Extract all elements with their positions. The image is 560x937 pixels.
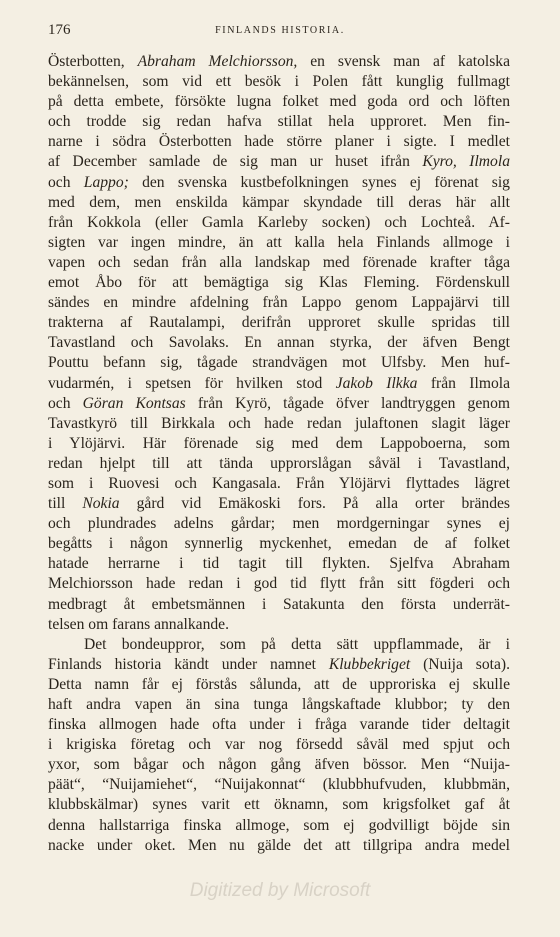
italic-name: Nokia (82, 495, 120, 513)
body-text (48, 52, 510, 856)
text-line (48, 494, 510, 514)
text-line (48, 132, 510, 152)
text-segment: sändes en mindre afdelning från Lappo genom Lappajärvi till (48, 294, 510, 312)
text-line (48, 213, 510, 233)
text-line (48, 52, 510, 72)
text-line (48, 695, 510, 715)
text-segment: i Ylöjärvi. Här förenade sig med dem Lappoboerna, som (48, 434, 510, 452)
text-segment: en svensk man af katolska (297, 53, 510, 70)
text-segment: med dem, men enskilda kämpar skyndade till deras här allt (48, 193, 510, 211)
text-line (48, 333, 510, 353)
text-line (48, 514, 510, 534)
text-line (48, 293, 510, 313)
watermark: Digitized by Microsoft (189, 880, 371, 901)
text-segment: och (48, 173, 84, 191)
text-segment: redan hjelpt till att tända upprorslågan såväl i Tavastland, (48, 454, 510, 472)
text-segment: till (48, 495, 83, 513)
text-segment: i krigiska företag och var nog försedd såväl med spjut och (48, 736, 510, 754)
text-segment: från Ilmola (417, 374, 511, 392)
text-segment: och (48, 394, 83, 412)
text-line (48, 273, 510, 293)
text-segment: (Nuija sota). (410, 655, 510, 673)
text-segment: gård vid Emäkoski fors. På alla orter brändes (119, 495, 510, 513)
text-line (48, 193, 510, 213)
text-segment: och trodde sig redan hafva stillat hela upproret. Men fin- (48, 113, 510, 131)
text-line (48, 233, 510, 253)
text-line (48, 92, 510, 112)
text-segment: yxor, som bågar och någon gång äfven bössor. Men “Nuija- (48, 756, 510, 774)
text-segment: Tavastkyrö till Birkkala och hade redan julaftonen slagit läger (48, 414, 510, 432)
text-line (48, 655, 510, 675)
text-line (48, 313, 510, 333)
italic-name: Klubbekriget (328, 655, 411, 673)
text-segment: klubbskälmar) synes varit ett öknamn, som krigsfolket gaf åt (48, 796, 510, 814)
text-segment: Österbotten, (48, 53, 138, 70)
text-segment: af December samlade de sig man ur huset ifrån (48, 153, 423, 171)
text-segment: den svenska kustbefolkningen synes ej förenat sig (128, 173, 510, 191)
page-header (48, 22, 512, 40)
text-line (48, 735, 510, 755)
text-line (48, 374, 510, 394)
text-segment: från Kokkola (eller Gamla Karleby socken) och Lochteå. Af- (48, 213, 510, 231)
text-segment: Det bondeuppror, som på detta sätt uppflammade, är i (84, 635, 510, 653)
text-line (48, 253, 510, 273)
text-segment: Melchiorsson hade redan i god tid flytt från sitt fögderi och (48, 575, 510, 593)
text-segment: telsen om farans annalkande. (48, 615, 229, 633)
text-line (48, 816, 510, 836)
text-line (48, 534, 510, 554)
text-line (48, 715, 510, 735)
text-segment: och plundrades adelns gårdar; men mordgerningar synes ej (48, 515, 510, 533)
text-line (48, 414, 510, 434)
text-line (48, 775, 510, 795)
page-number: 176 (48, 22, 71, 38)
text-line (48, 434, 510, 454)
text-line (48, 635, 510, 655)
text-line (48, 836, 510, 856)
text-segment: denna hallstarriga finska allmoge, som ej godvilligt böjde sin (48, 816, 510, 834)
text-segment: trakterna af Rautalampi, derifrån upproret skulle spridas till (48, 314, 510, 332)
text-segment: päät“, “Nuijamiehet“, “Nuijakonnat“ (klubbhufvuden, klubbmän, (48, 776, 510, 794)
text-line (48, 574, 510, 594)
text-segment: haft andra vapen än sina tunga långskaftade klubbor; ty den (48, 696, 510, 713)
text-line (48, 173, 510, 193)
italic-name: Lappo; (83, 173, 129, 191)
text-segment: begåtts i någon synnerlig myckenhet, emedan de af folket (48, 535, 510, 553)
text-segment: vudarmén, i spetsen för hvilken stod (48, 374, 336, 392)
text-line (48, 675, 510, 695)
text-segment: emot Åbo för att bemägtiga sig Klas Fleming. Fördenskull (48, 274, 510, 292)
italic-name: Abraham Melchiorsson, (137, 53, 298, 70)
text-line (48, 72, 510, 92)
text-line (48, 152, 510, 172)
text-segment: narne i södra Österbotten hade större planer i sigte. I medlet (48, 133, 510, 151)
italic-name: Kyro, Ilmola (422, 153, 510, 171)
text-segment: på detta embete, försökte lugna folket med goda ord och löften (48, 93, 510, 111)
text-segment: Pouttu befann sig, tågade strandvägen mot Ulfsby. Men huf- (48, 354, 510, 372)
italic-name: Göran Kontsas (82, 394, 186, 412)
text-segment: Tavastland och Savolaks. En annan styrka, der äfven Bengt (48, 334, 510, 352)
text-line (48, 595, 510, 615)
text-segment: vapen och sedan från alla landskap med förenade krafter tåga (48, 253, 510, 271)
text-segment: som i Ruovesi och Kangasala. Från Ylöjärvi flyttades lägret (48, 474, 510, 492)
text-segment: nacke under oket. Men nu gälde det att tillgripa andra medel (48, 836, 510, 854)
text-line (48, 755, 510, 775)
text-segment: Finlands historia kändt under namnet (48, 655, 329, 673)
text-segment: sigten var ingen mindre, än att kalla hela Finlands allmoge i (48, 233, 510, 251)
text-line (48, 454, 510, 474)
text-line (48, 353, 510, 373)
text-segment: medbragt åt embetsmännen i Satakunta den första underrät- (48, 595, 510, 613)
text-segment: hatade herrarne i tid tagit till flykten. Sjelfva Abraham (48, 555, 510, 573)
text-line (48, 112, 510, 132)
text-segment: finska allmogen hade ofta under i fråga varande tider deltagit (48, 716, 510, 734)
text-segment: från Kyrö, tågade öfver landtryggen genom (185, 394, 510, 412)
text-line (48, 394, 510, 414)
text-segment: Detta namn får ej förstås sålunda, att de upproriska ej skulle (48, 675, 510, 693)
text-line (48, 554, 510, 574)
text-line (48, 615, 510, 635)
italic-name: Jakob Ilkka (335, 374, 418, 392)
text-line (48, 474, 510, 494)
text-segment: bekännelsen, som vid ett besök i Polen fått kunglig fullmagt (48, 73, 510, 91)
text-line (48, 795, 510, 815)
running-head: FINLANDS HISTORIA. (215, 25, 345, 36)
